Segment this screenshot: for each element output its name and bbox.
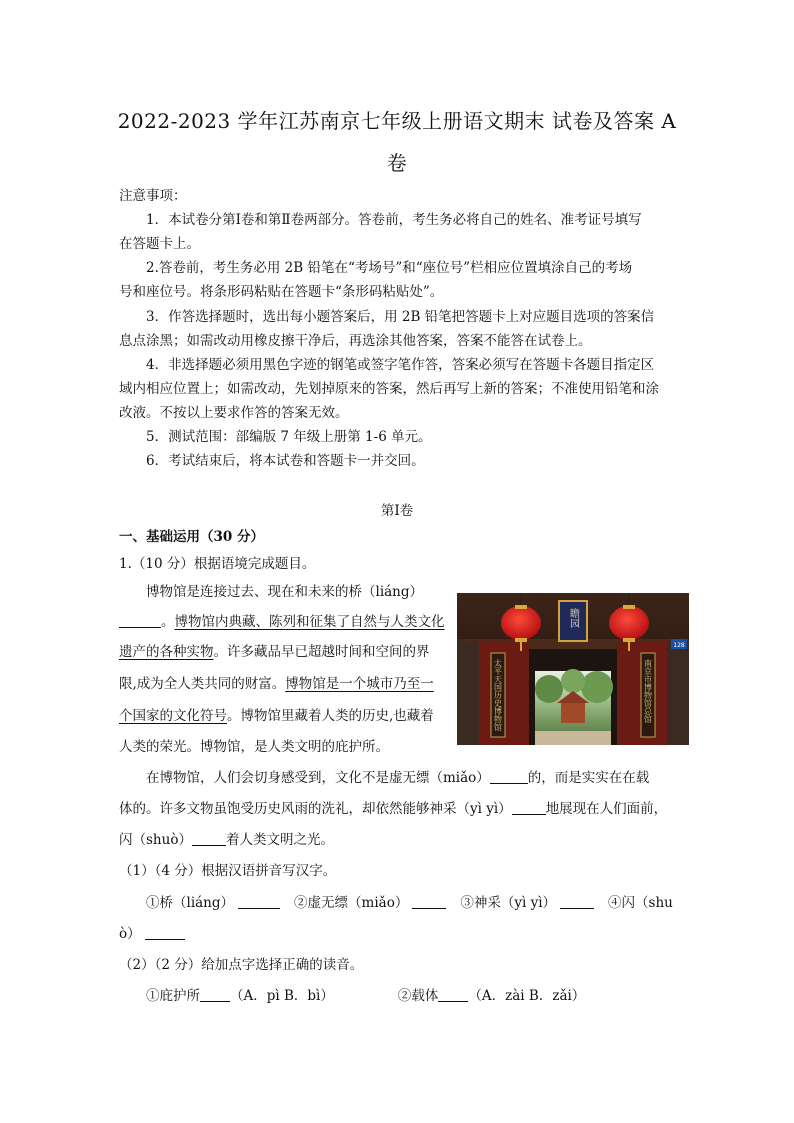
note-line: 域内相应位置上；如需改动，先划掉原来的答案，然后再写上新的答案；不准使用铅笔和涂 [119, 381, 659, 397]
note-line: 息点涂黑；如需改动用橡皮擦干净后，再选涂其他答案，答案不能答在试卷上。 [119, 333, 592, 349]
note-line: 改液。不按以上要求作答的答案无效。 [119, 405, 349, 421]
passage-line: 个国家的文化符号。博物馆里藏着人类的历史,也藏着 [119, 708, 434, 724]
answer-blank[interactable] [412, 892, 446, 909]
red-lantern-right [609, 606, 649, 640]
note-line: 4．非选择题必须用黑色字迹的钢笔或签字笔作答，答案必须写在答题卡各题目指定区 [146, 357, 655, 373]
right-column-sign: 南京市博物馆总馆 [643, 659, 653, 723]
note-line: 3．作答选择题时，选出每小题答案后，用 2B 铅笔把答题卡上对应题目选项的答案信 [146, 309, 655, 325]
passage-line: 体的。许多文物虽饱受历史风雨的洗礼，却依然能够神采（yì yì） 地展现在人们面前， [119, 797, 667, 821]
passage-line: 限,成为全人类共同的财富。博物馆是一个城市乃至一 [119, 676, 434, 692]
question-stem: 1.（10 分）根据语境完成题目。 [119, 556, 316, 572]
section-heading: 一、基础运用（30 分） [119, 529, 264, 545]
note-line: 1．本试卷分第Ⅰ卷和第Ⅱ卷两部分。答卷前，考生务必将自己的姓名、准考证号填写 [146, 212, 642, 228]
answer-blank[interactable] [560, 892, 594, 909]
note-line: 6．考试结束后，将本试卷和答题卡一并交回。 [146, 453, 425, 469]
plaque-char: 瞻园 [567, 608, 579, 628]
passage-line: 在博物馆，人们会切身感受到，文化不是虚无缥（miǎo） 的，而是实实在在载 [146, 766, 649, 790]
answer-blank[interactable] [200, 985, 230, 1002]
notes-heading: 注意事项： [119, 188, 187, 204]
volume-title: 第Ⅰ卷 [380, 503, 414, 519]
document-title [110, 100, 684, 184]
sub-question-items: ①庇护所 （A．pì B．bì） ②载体 （A．zài B．zǎi） [146, 984, 585, 1008]
left-column-sign: 太平天国历史博物馆 [493, 659, 503, 731]
answer-blank[interactable] [119, 611, 161, 628]
sub-question-items: ò） [119, 922, 185, 946]
answer-blank[interactable] [512, 798, 546, 815]
title-line-1: 2022-2023 学年江苏南京七年级上册语文期末 试卷及答案 A [117, 109, 677, 133]
passage-line: 。博物馆内典藏、陈列和征集了自然与人类文化 [119, 610, 445, 634]
note-line: 5．测试范围：部编版 7 年级上册第 1-6 单元。 [146, 429, 432, 445]
sub-question-stem: （1）（4 分）根据汉语拼音写汉字。 [119, 863, 337, 879]
answer-blank[interactable] [145, 923, 185, 940]
sub-question-stem: （2）（2 分）给加点字选择正确的读音。 [119, 957, 364, 973]
note-line: 号和座位号。将条形码粘贴在答题卡“条形码粘贴处”。 [119, 284, 444, 300]
museum-gate-illustration [457, 593, 689, 745]
passage-line: 博物馆是连接过去、现在和未来的桥（liáng） [146, 584, 424, 600]
house-number-sign: 128 [673, 642, 685, 649]
passage-line: 人类的荣光。博物馆，是人类文明的庇护所。 [119, 739, 389, 755]
answer-blank[interactable] [438, 985, 468, 1002]
note-line: 2.答卷前，考生务必用 2B 铅笔在“考场号”和“座位号”栏相应位置填涂自己的考场 [146, 260, 633, 276]
answer-blank[interactable] [192, 829, 226, 846]
title-line-2: 卷 [386, 151, 408, 175]
passage-line: 闪（shuò） 着人类文明之光。 [119, 828, 334, 852]
answer-blank[interactable] [238, 892, 280, 909]
answer-blank[interactable] [490, 767, 528, 784]
museum-gate-photo [457, 593, 689, 745]
red-lantern-left [501, 606, 541, 640]
sub-question-items: ①桥（liáng） ②虚无缥（miǎo） ③神采（yì yì） ④闪（shu [146, 891, 673, 915]
passage-line: 遗产的各种实物。许多藏品早已超越时间和空间的界 [119, 644, 430, 660]
note-line: 在答题卡上。 [119, 236, 200, 252]
